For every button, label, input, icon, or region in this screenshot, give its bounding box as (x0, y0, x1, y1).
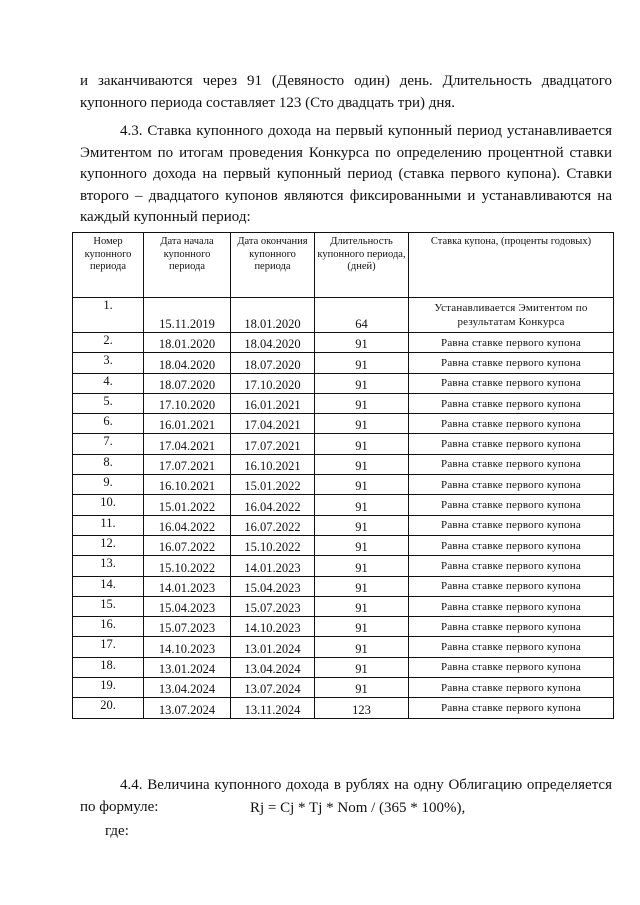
table-row (73, 535, 614, 555)
coupon-formula: Rj = Cj * Tj * Nom / (365 * 100%), (250, 800, 466, 816)
table-row (73, 475, 614, 495)
cell-start-date: 15.11.2019 (144, 298, 231, 333)
header-end-date: Дата окончания купонного периода (231, 233, 315, 298)
where-label: где: (105, 823, 129, 839)
cell-end-date: 14.01.2023 (231, 556, 315, 576)
cell-duration: 123 (315, 698, 409, 718)
cell-start-date: 15.07.2023 (144, 617, 231, 637)
table-header-row (73, 233, 614, 298)
table-body (73, 298, 614, 719)
cell-coupon-rate: Равна ставке первого купона (409, 434, 614, 454)
cell-duration: 91 (315, 373, 409, 393)
cell-coupon-rate: Равна ставке первого купона (409, 333, 614, 353)
cell-coupon-number: 17. (73, 637, 144, 657)
table-row (73, 678, 614, 698)
cell-duration: 91 (315, 535, 409, 555)
cell-end-date: 16.07.2022 (231, 515, 315, 535)
cell-duration: 91 (315, 393, 409, 413)
cell-coupon-rate: Равна ставке первого купона (409, 475, 614, 495)
table-row (73, 373, 614, 393)
table-row (73, 596, 614, 616)
cell-end-date: 18.04.2020 (231, 333, 315, 353)
cell-start-date: 14.10.2023 (144, 637, 231, 657)
cell-end-date: 17.07.2021 (231, 434, 315, 454)
table-row (73, 556, 614, 576)
cell-start-date: 17.04.2021 (144, 434, 231, 454)
cell-coupon-rate: Равна ставке первого купона (409, 678, 614, 698)
cell-end-date: 16.10.2021 (231, 454, 315, 474)
table-row (73, 434, 614, 454)
table-row (73, 637, 614, 657)
cell-end-date: 17.10.2020 (231, 373, 315, 393)
cell-coupon-number: 19. (73, 678, 144, 698)
table-row (73, 353, 614, 373)
cell-start-date: 15.04.2023 (144, 596, 231, 616)
cell-start-date: 16.01.2021 (144, 414, 231, 434)
table-row (73, 333, 614, 353)
cell-duration: 91 (315, 495, 409, 515)
cell-coupon-rate: Равна ставке первого купона (409, 414, 614, 434)
header-duration: Длительность купонного периода, (дней) (315, 233, 409, 298)
cell-end-date: 15.04.2023 (231, 576, 315, 596)
cell-start-date: 13.04.2024 (144, 678, 231, 698)
cell-start-date: 14.01.2023 (144, 576, 231, 596)
cell-end-date: 17.04.2021 (231, 414, 315, 434)
cell-coupon-number: 7. (73, 434, 144, 454)
cell-start-date: 18.01.2020 (144, 333, 231, 353)
cell-duration: 91 (315, 333, 409, 353)
cell-coupon-rate: Равна ставке первого купона (409, 373, 614, 393)
cell-end-date: 15.01.2022 (231, 475, 315, 495)
cell-end-date: 13.01.2024 (231, 637, 315, 657)
cell-coupon-number: 20. (73, 698, 144, 718)
cell-duration: 91 (315, 556, 409, 576)
cell-end-date: 15.10.2022 (231, 535, 315, 555)
table-row (73, 414, 614, 434)
cell-coupon-rate: Равна ставке первого купона (409, 657, 614, 677)
cell-start-date: 16.10.2021 (144, 475, 231, 495)
header-coupon-rate: Ставка купона, (проценты годовых) (409, 233, 614, 298)
cell-end-date: 13.07.2024 (231, 678, 315, 698)
cell-coupon-number: 16. (73, 617, 144, 637)
cell-coupon-number: 18. (73, 657, 144, 677)
cell-coupon-rate: Равна ставке первого купона (409, 617, 614, 637)
cell-coupon-number: 3. (73, 353, 144, 373)
cell-duration: 91 (315, 596, 409, 616)
cell-start-date: 13.07.2024 (144, 698, 231, 718)
table-row (73, 393, 614, 413)
cell-coupon-number: 10. (73, 495, 144, 515)
cell-duration: 91 (315, 657, 409, 677)
cell-coupon-number: 13. (73, 556, 144, 576)
cell-coupon-number: 4. (73, 373, 144, 393)
cell-coupon-number: 1. (73, 298, 144, 333)
cell-coupon-number: 14. (73, 576, 144, 596)
coupon-schedule-table (72, 232, 614, 719)
cell-duration: 91 (315, 576, 409, 596)
cell-start-date: 16.04.2022 (144, 515, 231, 535)
cell-start-date: 15.01.2022 (144, 495, 231, 515)
table-row (73, 617, 614, 637)
cell-coupon-rate: Устанавливается Эмитентом по результатам Конкурса (409, 298, 614, 333)
cell-coupon-rate: Равна ставке первого купона (409, 698, 614, 718)
cell-duration: 91 (315, 637, 409, 657)
cell-coupon-number: 5. (73, 393, 144, 413)
cell-duration: 91 (315, 475, 409, 495)
cell-coupon-rate: Равна ставке первого купона (409, 454, 614, 474)
cell-end-date: 13.04.2024 (231, 657, 315, 677)
cell-end-date: 16.01.2021 (231, 393, 315, 413)
table-row (73, 298, 614, 333)
table-row (73, 515, 614, 535)
cell-coupon-rate: Равна ставке первого купона (409, 535, 614, 555)
cell-coupon-number: 15. (73, 596, 144, 616)
cell-coupon-rate: Равна ставке первого купона (409, 576, 614, 596)
cell-coupon-rate: Равна ставке первого купона (409, 637, 614, 657)
cell-start-date: 16.07.2022 (144, 535, 231, 555)
cell-duration: 91 (315, 678, 409, 698)
cell-start-date: 18.04.2020 (144, 353, 231, 373)
cell-end-date: 15.07.2023 (231, 596, 315, 616)
cell-duration: 91 (315, 434, 409, 454)
cell-start-date: 17.10.2020 (144, 393, 231, 413)
cell-coupon-rate: Равна ставке первого купона (409, 495, 614, 515)
cell-duration: 91 (315, 414, 409, 434)
cell-end-date: 14.10.2023 (231, 617, 315, 637)
cell-coupon-number: 9. (73, 475, 144, 495)
table-row (73, 698, 614, 718)
table-row (73, 495, 614, 515)
paragraph-4-3: 4.3. Ставка купонного дохода на первый купонный период устанавливается Эмитентом по итогам проведения Конкурса по определению процентной ставки купонного дохода на первый купонный период (ставка первого купона). Ставки второго – двадцатого купонов являются фиксированными и устанавливаются на каждый купонный период: (80, 123, 612, 225)
table-row (73, 576, 614, 596)
cell-start-date: 15.10.2022 (144, 556, 231, 576)
paragraph-4-4: 4.4. Величина купонного дохода в рублях на одну Облигацию определяется по формуле: (80, 777, 612, 815)
header-start-date: Дата начала купонного периода (144, 233, 231, 298)
cell-end-date: 16.04.2022 (231, 495, 315, 515)
cell-coupon-rate: Равна ставке первого купона (409, 353, 614, 373)
cell-end-date: 13.11.2024 (231, 698, 315, 718)
cell-start-date: 13.01.2024 (144, 657, 231, 677)
cell-end-date: 18.01.2020 (231, 298, 315, 333)
table-row (73, 454, 614, 474)
header-coupon-number: Номер купонного периода (73, 233, 144, 298)
cell-duration: 64 (315, 298, 409, 333)
cell-coupon-number: 6. (73, 414, 144, 434)
cell-coupon-number: 12. (73, 535, 144, 555)
cell-coupon-rate: Равна ставке первого купона (409, 596, 614, 616)
table-row (73, 657, 614, 677)
cell-coupon-rate: Равна ставке первого купона (409, 556, 614, 576)
cell-duration: 91 (315, 353, 409, 373)
cell-coupon-rate: Равна ставке первого купона (409, 515, 614, 535)
cell-end-date: 18.07.2020 (231, 353, 315, 373)
cell-coupon-number: 8. (73, 454, 144, 474)
cell-start-date: 18.07.2020 (144, 373, 231, 393)
cell-coupon-rate: Равна ставке первого купона (409, 393, 614, 413)
cell-duration: 91 (315, 617, 409, 637)
cell-duration: 91 (315, 454, 409, 474)
cell-coupon-number: 2. (73, 333, 144, 353)
cell-coupon-number: 11. (73, 515, 144, 535)
cell-duration: 91 (315, 515, 409, 535)
paragraph-continuation: и заканчиваются через 91 (Девяносто один) день. Длительность двадцатого купонного периода составляет 123 (Сто двадцать три) дня. (80, 73, 612, 111)
cell-start-date: 17.07.2021 (144, 454, 231, 474)
